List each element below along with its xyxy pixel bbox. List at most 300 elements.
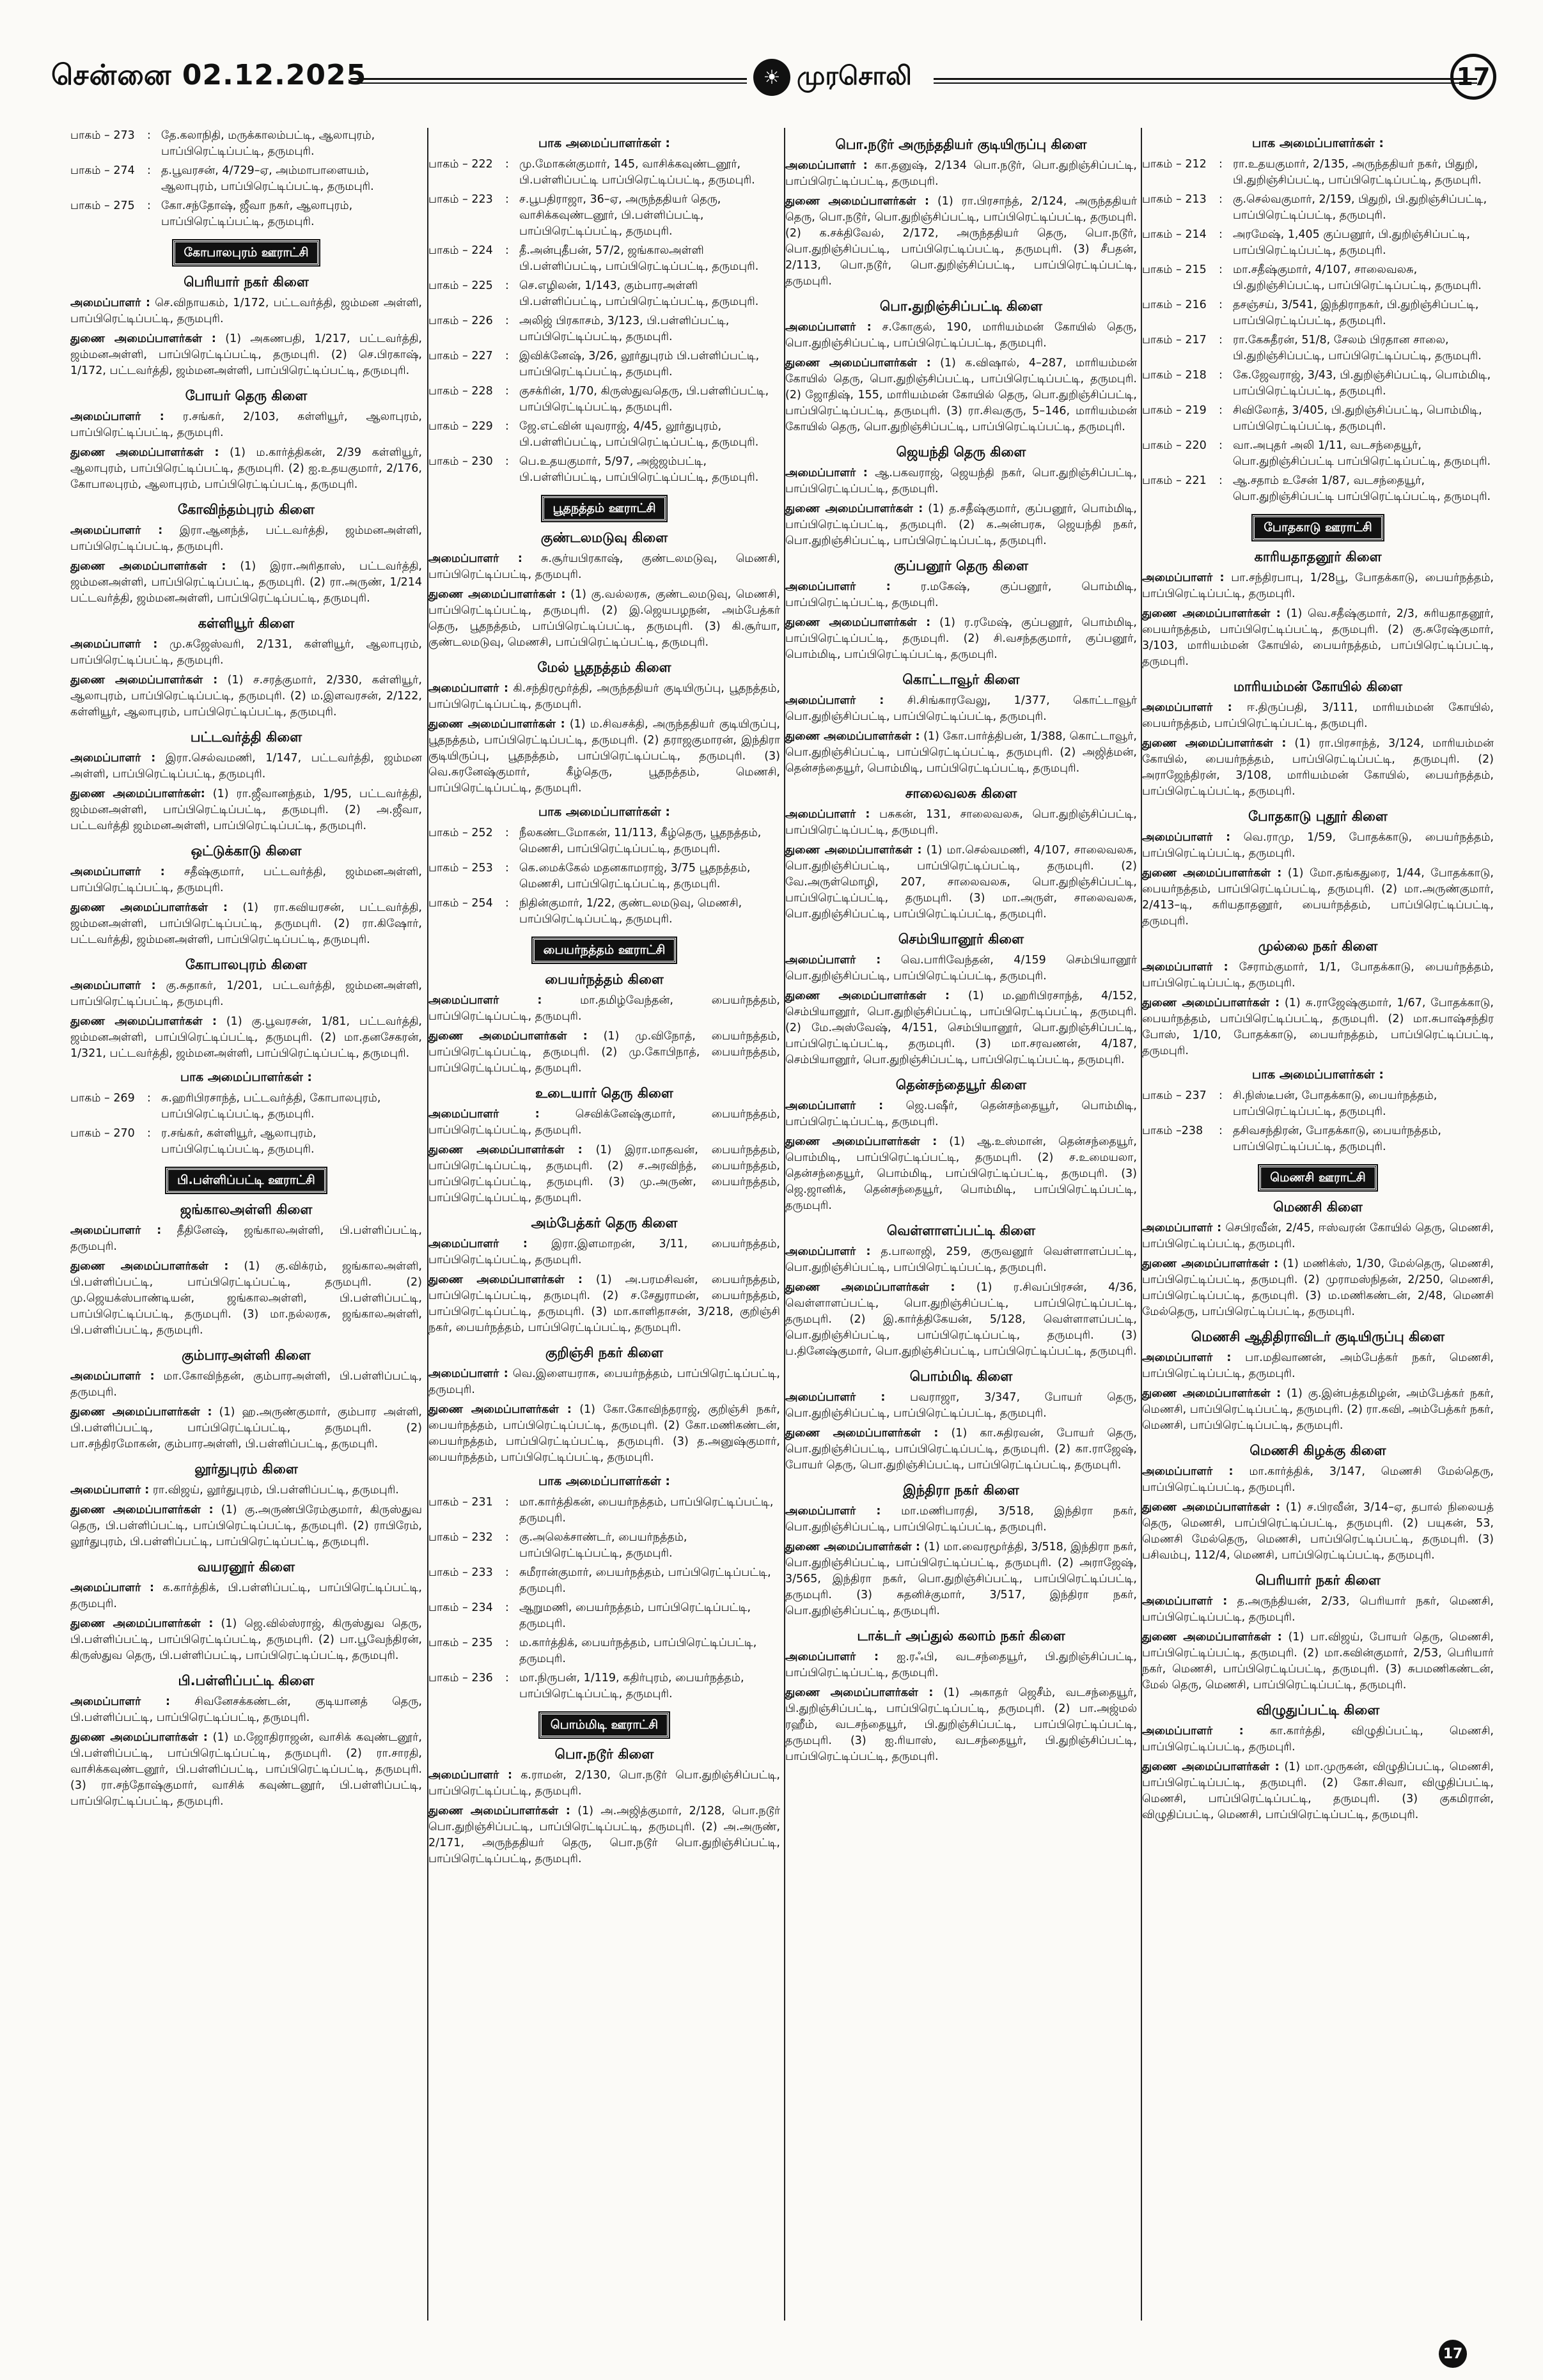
organiser-details: (1) ச.சரத்குமார், 2/330, கள்ளியூர், ஆலாபுரம், பாப்பிரெட்டிப்பட்டி, தருமபுரி. (2) ம.இளவரசன், 2/122, கள்ளியூர், ஆலாபுரம், பாப்பிரெட்டிப்பட்டி, தருமபுரி. xyxy=(70,674,422,719)
booth-number: பாகம் – 227 xyxy=(428,350,493,362)
booth-entry xyxy=(1142,403,1494,435)
organiser-details: பா.சந்திரபாபு, 1/28பூ, போதக்காடு, பையர்நத்தம், பாப்பிரெட்டிப்பட்டி, தருமபுரி. xyxy=(1142,572,1494,600)
organiser-details: (1) மோ.தங்கதுரை, 1/44, போதக்காடு, பையர்நத்தம், பாப்பிரெட்டிப்பட்டி, தருமபுரி. (2) மா.அருண்குமார், 2/413–டி, சுரியதாதனூர், பையர்நத்தம், பாப்பிரெட்டிப்பட்டி, தருமபுரி. xyxy=(1142,867,1494,928)
booth-organiser: சி.நிஸ்டீபன், போதக்காடு, பையர்நத்தம், பாப்பிரெட்டிப்பட்டி, தருமபுரி. xyxy=(1233,1089,1437,1118)
role-label: அமைப்பாளர் : xyxy=(70,638,158,651)
booth-number: பாகம் – 222 xyxy=(428,158,493,171)
booth-entry xyxy=(70,1091,422,1123)
paper-logo xyxy=(753,59,912,96)
booth-number: பாகம் – 231 xyxy=(428,1496,493,1509)
booth-number: பாகம் – 233 xyxy=(428,1566,493,1579)
booth-organiser: கே.ஜேவராஜ், 3/43, பி.துறிஞ்சிப்பட்டி, பொம்மிடி, பாப்பிரெட்டிப்பட்டி, தருமபுரி. xyxy=(1233,369,1491,398)
role-label: அமைப்பாளர் : xyxy=(70,1224,162,1237)
role-label: அமைப்பாளர் : xyxy=(1142,1725,1244,1738)
separator: : xyxy=(1219,263,1223,276)
branch-heading: டாக்டர் அப்துல் கலாம் நகர் கிளை xyxy=(857,1628,1065,1644)
organiser-entry xyxy=(70,1694,422,1726)
organiser-details: த.பாலாஜி, 259, குருவனூர் வெள்ளாளப்பட்டி, பொ.துறிஞ்சிப்பட்டி, பாப்பிரெட்டிப்பட்டி, தருமபுரி. xyxy=(785,1245,1137,1274)
branch-heading: விழுதுப்பட்டி கிளை xyxy=(1256,1702,1380,1718)
organiser-entry xyxy=(70,1502,422,1550)
organiser-details: சேராம்குமார், 1/1, போதக்காடு, பையர்நத்தம், பாப்பிரெட்டிப்பட்டி, தருமபுரி. xyxy=(1142,961,1494,990)
organiser-details: மா.மணிபாரதி, 3/518, இந்திரா நகர், பொ.துறிஞ்சிப்பட்டி, பாப்பிரெட்டிப்பட்டி, தருமபுரி. xyxy=(785,1505,1137,1534)
organiser-details: (1) ம.கார்த்திகன், 2/39 கள்ளியூர், ஆலாபுரம், பாப்பிரெட்டிப்பட்டி, தருமபுரி. (2) ஐ.உதயகுமார், 2/176, கோபாலபுரம், ஆலாபுரம், பாப்பிரெட்டிப்பட்டி, தருமபுரி. xyxy=(70,446,422,491)
booth-entry xyxy=(428,313,780,345)
organiser-entry xyxy=(70,1730,422,1810)
booth-organiser: நீலகண்டமோகன், 11/113, கீழ்தெரு, பூதநத்தம், மெணசி, பாப்பிரெட்டிப்பட்டி, தருமபுரி. xyxy=(519,827,762,855)
booth-number: பாகம் – 226 xyxy=(428,315,493,327)
organiser-entry xyxy=(1142,736,1494,800)
separator: : xyxy=(1219,1124,1223,1137)
separator: : xyxy=(1219,334,1223,346)
organiser-entry xyxy=(1142,1464,1494,1496)
role-label: துணை அமைப்பாளர்கள் : xyxy=(785,1427,939,1440)
booth-organiser: கு.அலெக்சாண்டர், பையர்நத்தம், பாப்பிரெட்டிப்பட்டி, தருமபுரி. xyxy=(519,1531,687,1560)
branch-heading: வெள்ளாளப்பட்டி கிளை xyxy=(886,1223,1036,1238)
separator: : xyxy=(1219,299,1223,311)
organiser-details: (1) வெ.சதீஷ்குமார், 2/3, சுரியதாதனூர், பையர்நத்தம், பாப்பிரெட்டிப்பட்டி, தருமபுரி. (2) கு.சுரேஷ்குமார், 3/103, மாரியம்மன் கோயில், பையர்நத்தம், பாப்பிரெட்டிப்பட்டி, தருமபுரி. xyxy=(1142,607,1494,668)
organiser-details: இரா.இளமாறன், 3/11, பையர்நத்தம், பாப்பிரெட்டிப்பட்டி, தருமபுரி. xyxy=(428,1238,780,1266)
separator: : xyxy=(505,1496,509,1509)
separator: : xyxy=(1219,228,1223,241)
organiser-details: க.கார்த்திக், பி.பள்ளிப்பட்டி, பாப்பிரெட்டிப்பட்டி, தருமபுரி. xyxy=(70,1582,422,1610)
organiser-details: (1) கு.விக்ரம், ஜங்காலஅள்ளி, பி.பள்ளிப்பட்டி, பாப்பிரெட்டிப்பட்டி, தருமபுரி. (2) மு.ஜெயக்ஸ்பாண்டியன், ஜங்காலஅள்ளி, பி.பள்ளிப்பட்டி, பாப்பிரெட்டிப்பட்டி, தருமபுரி. (3) மா.நல்லரசு, ஜங்காலஅள்ளி, பி.பள்ளிப்பட்டி, தருமபுரி. xyxy=(70,1260,422,1337)
organiser-details: ஜெ.பஷீர், தென்சந்தையூர், பொம்மிடி, பாப்பிரெட்டிப்பட்டி, தருமபுரி. xyxy=(785,1100,1137,1128)
role-label: துணை அமைப்பாளர்கள் : xyxy=(428,588,566,601)
booth-organiser: பெ.உதயகுமார், 5/97, அஜ்ஜம்பட்டி, பி.பள்ளிப்பட்டி, பாப்பிரெட்டிப்பட்டி, தருமபுரி. xyxy=(519,455,759,484)
booth-entry xyxy=(428,384,780,416)
booth-organiser: ச.பூபதிராஜா, 36–ஏ, அருந்ததியர் தெரு, வாசிக்கவுண்டனூர், பி.பள்ளிப்பட்டி, பாப்பிரெட்டிப்பட்டி, தருமபுரி. xyxy=(519,193,721,238)
booth-number: பாகம் – 237 xyxy=(1142,1089,1207,1102)
organiser-entry xyxy=(785,1649,1137,1681)
organiser-entry xyxy=(70,900,422,948)
role-label: அமைப்பாளர் : xyxy=(785,694,884,707)
organiser-entry xyxy=(1142,1220,1494,1252)
role-label: துணை அமைப்பாளர்கள் : xyxy=(785,357,931,369)
role-label: துணை அமைப்பாளர்கள் : xyxy=(785,730,920,743)
booth-organisers-heading: பாக அமைப்பாளர்கள் : xyxy=(1251,136,1384,150)
organiser-details: (1) ச.பிரவீன், 3/14–ஏ, தபால் நிலையத் தெரு, மெணசி, பாப்பிரெட்டிப்பட்டி, தருமபுரி. (2) பயுகன், 53, மெணசி மேல்தெரு, மெணசி, பாப்பிரெட்டிப்பட்டி, தருமபுரி. (3) பசிவம்பு, 112/4, மெணசி, பாப்பிரெட்டிப்பட்டி, தருமபுரி. xyxy=(1142,1501,1494,1562)
organiser-details: ச.கோகுல், 190, மாரியம்மன் கோயில் தெரு, பொ.துறிஞ்சிப்பட்டி, பாப்பிரெட்டிப்பட்டி, தருமபுரி. xyxy=(785,321,1137,350)
branch-heading: மெணசி கிழக்கு கிளை xyxy=(1249,1443,1386,1458)
role-label: துணை அமைப்பாளர்கள் : xyxy=(70,901,228,914)
booth-entry xyxy=(70,128,422,160)
role-label: துணை அமைப்பாளர்கள் : xyxy=(785,1686,934,1699)
booth-entry xyxy=(428,860,780,892)
branch-heading: பொ.நடூர் கிளை xyxy=(554,1746,654,1762)
organiser-details: கா.கார்த்தி, விழுதிப்பட்டி, மெணசி, பாப்பிரெட்டிப்பட்டி, தருமபுரி. xyxy=(1142,1725,1494,1754)
organiser-details: (1) கோ.கோவிந்தராஜ், குறிஞ்சி நகர், பையர்நத்தம், பாப்பிரெட்டிப்பட்டி, தருமபுரி. (2) கோ.மணிகண்டன், பையர்நத்தம், பாப்பிரெட்டிப்பட்டி, தருமபுரி. (3) த.அனுஷ்குமார், பையர்நத்தம், பாப்பிரெட்டிப்பட்டி, தருமபுரி. xyxy=(428,1403,780,1464)
booth-organiser: மா.சதீஷ்குமார், 4/107, சாலைவலசு, பி.துறிஞ்சிப்பட்டி, பாப்பிரெட்டிப்பட்டி, தருமபுரி. xyxy=(1233,263,1482,292)
role-label: அமைப்பாளர் : xyxy=(1142,1222,1222,1234)
booth-number: பாகம் – 236 xyxy=(428,1672,493,1684)
booth-number: பாகம் – 273 xyxy=(70,129,135,142)
role-label: துணை அமைப்பாளர்கள் : xyxy=(428,1403,572,1416)
organiser-details: மா.கார்த்திக், 3/147, மெணசி மேல்தெரு, பாப்பிரெட்டிப்பட்டி, தருமபுரி. xyxy=(1142,1465,1494,1494)
organiser-entry xyxy=(428,681,780,713)
role-label: அமைப்பாளர் : xyxy=(70,524,163,537)
booth-entry xyxy=(1142,332,1494,364)
branch-heading: கோவிந்தம்புரம் கிளை xyxy=(178,502,315,517)
organiser-entry xyxy=(1142,1500,1494,1564)
booth-entry xyxy=(428,157,780,189)
role-label: துணை அமைப்பாளர்கள் : xyxy=(1142,1761,1280,1773)
role-label: அமைப்பாளர் : xyxy=(70,866,165,878)
booth-entry xyxy=(428,825,780,857)
organiser-entry xyxy=(1142,606,1494,670)
organiser-entry xyxy=(428,717,780,797)
separator: : xyxy=(505,244,509,257)
organiser-details: (1) ர.ரமேஷ், குப்பனூர், பொம்மிடி, பாப்பிரெட்டிப்பட்டி, தருமபுரி. (2) சி.வசந்தகுமார், குப்பனூர், பொம்மிடி, பாப்பிரெட்டிப்பட்டி, தருமபுரி. xyxy=(785,616,1137,661)
organiser-details: கா.தனுஷ், 2/134 பொ.நடூர், பொ.துறிஞ்சிப்பட்டி, பாப்பிரெட்டிப்பட்டி, தருமபுரி. xyxy=(785,159,1137,188)
organiser-details: (1) மணிக்ஸ், 1/30, மேல்தெரு, மெணசி, பாப்பிரெட்டிப்பட்டி, தருமபுரி. (2) முராமஸ்நிதன், 2/250, மெணசி, பாப்பிரெட்டிப்பட்டி, தருமபுரி. (3) ம.மணிகண்டன், 2/48, மெணசி மேல்தெரு, பாப்பிரெட்டிப்பட்டி, தருமபுரி. xyxy=(1142,1257,1494,1318)
role-label: துணை அமைப்பாளர்கள் : xyxy=(70,1260,229,1273)
booth-organiser: தீ.அன்புதீபன், 57/2, ஜங்காலஅள்ளி பி.பள்ளிப்பட்டி, பாப்பிரெட்டிப்பட்டி, தருமபுரி. xyxy=(519,244,759,273)
role-label: அமைப்பாளர் : xyxy=(785,954,881,967)
booth-entry xyxy=(1142,227,1494,259)
branch-heading: செம்பியானூர் கிளை xyxy=(898,931,1024,947)
organiser-entry xyxy=(428,993,780,1025)
role-label: துணை அமைப்பாளர்கள் : xyxy=(70,674,218,687)
separator: : xyxy=(147,164,151,177)
organiser-details: (1) மா.செல்வமணி, 4/107, சாலைவலசு, பொ.துறிஞ்சிப்பட்டி, பாப்பிரெட்டிப்பட்டி, தருமபுரி. (2) வே.அருள்மொழி, 207, சாலைவலசு, பொ.துறிஞ்சிப்பட்டி, பாப்பிரெட்டிப்பட்டி, தருமபுரி. (3) மா.அருள், சாலைவலசு, பொ.துறிஞ்சிப்பட்டி, பாப்பிரெட்டிப்பட்டி, தருமபுரி. xyxy=(785,844,1137,921)
organiser-entry xyxy=(785,953,1137,984)
role-label: துணை அமைப்பாளர்கள் : xyxy=(1142,737,1287,750)
role-label: துணை அமைப்பாளர்கள் : xyxy=(428,718,565,731)
booth-entry xyxy=(428,278,780,310)
branch-heading: கோபாலபுரம் கிளை xyxy=(185,957,308,972)
branch-heading: மாரியம்மன் கோயில் கிளை xyxy=(1233,679,1403,694)
organiser-entry xyxy=(785,843,1137,922)
role-label: துணை அமைப்பாளர்கள் : xyxy=(70,1617,214,1630)
role-label: அமைப்பாளர் : xyxy=(70,979,156,992)
organiser-entry xyxy=(785,355,1137,435)
organiser-entry xyxy=(428,1366,780,1398)
organiser-details: ஈ.திருப்பதி, 3/111, மாரியம்மன் கோயில், பையர்நத்தம், பாப்பிரெட்டிப்பட்டி, தருமபுரி. xyxy=(1142,701,1494,730)
column-2 xyxy=(428,128,780,2321)
organiser-entry xyxy=(70,295,422,327)
branch-heading: பி.பள்ளிப்பட்டி கிளை xyxy=(178,1673,315,1688)
organiser-entry xyxy=(1142,995,1494,1059)
separator: : xyxy=(505,1672,509,1684)
booth-number: பாகம் – 215 xyxy=(1142,263,1207,276)
role-label: துணை அமைப்பாளர்கள் : xyxy=(785,195,930,208)
organiser-entry xyxy=(785,1134,1137,1214)
branch-heading: போதகாடு புதூர் கிளை xyxy=(1248,809,1388,824)
organiser-details: ஆ.பகவராஜ், ஜெயந்தி நகர், பொ.துறிஞ்சிப்பட்டி, பாப்பிரெட்டிப்பட்டி, தருமபுரி. xyxy=(785,467,1137,495)
branch-heading: தென்சந்தையூர் கிளை xyxy=(895,1077,1027,1093)
booth-number: பாகம் – 216 xyxy=(1142,299,1207,311)
panchayat-heading: பூதநத்தம் ஊராட்சி xyxy=(542,496,667,521)
role-label: அமைப்பாளர் : xyxy=(785,580,891,593)
organiser-entry xyxy=(785,729,1137,777)
organiser-entry xyxy=(428,1236,780,1268)
organiser-details: ர.மகேஷ், குப்பனூர், பொம்மிடி, பாப்பிரெட்டிப்பட்டி, தருமபுரி. xyxy=(785,580,1137,609)
branch-heading: பொம்மிடி கிளை xyxy=(909,1369,1013,1384)
booth-number: பாகம் – 220 xyxy=(1142,439,1207,452)
booth-organiser: தசிவசந்திரன், போதக்காடு, பையர்நத்தம், பாப்பிரெட்டிப்பட்டி, தருமபுரி. xyxy=(1233,1124,1441,1153)
organiser-details: பா.மதிவாணன், அம்பேத்கர் நகர், மெணசி, பாப்பிரெட்டிப்பட்டி, தருமபுரி. xyxy=(1142,1351,1494,1380)
role-label: அமைப்பாளர் : xyxy=(70,1582,155,1594)
booth-number: பாகம் – 219 xyxy=(1142,404,1207,417)
masthead-rule-right xyxy=(934,78,1477,84)
organiser-details: (1) அகணபதி, 1/217, பட்டவர்த்தி, ஜம்மனஅள்ளி, பாப்பிரெட்டிப்பட்டி, தருமபுரி. (2) செ.பிரகாஷ், 1/172, பட்டவர்த்தி, ஜம்மனஅள்ளி, பாப்பிரெட்டிப்பட்டி, தருமபுரி. xyxy=(70,332,422,377)
role-label: துணை அமைப்பாளர்கள் : xyxy=(1142,867,1282,880)
booth-organiser: ஆறுமணி, பையர்நத்தம், பாப்பிரெட்டிப்பட்டி, தருமபுரி. xyxy=(519,1601,751,1630)
branch-heading: குப்பனூர் தெரு கிளை xyxy=(894,558,1028,573)
column-1 xyxy=(70,128,422,2321)
booth-organiser: ர.சங்கர், கள்ளியூர், ஆலாபுரம், பாப்பிரெட்டிப்பட்டி, தருமபுரி. xyxy=(161,1127,317,1156)
organiser-entry xyxy=(428,1142,780,1206)
organiser-entry xyxy=(1142,1386,1494,1434)
organiser-details: கி.சந்திரமூர்த்தி, அருந்ததியர் குடியிருப்பு, பூதநத்தம், பாப்பிரெட்டிப்பட்டி, தருமபுரி. xyxy=(428,682,780,711)
organiser-details: (1) ம.சிவசக்தி, அருந்ததியர் குடியிருப்பு, பூதநத்தம், பாப்பிரெட்டிப்பட்டி, தருமபுரி. (2) தராஜகுமாரன், இந்திரா குடியிருப்பு, பூதநத்தம், பாப்பிரெட்டிப்பட்டி, தருமபுரி. (3) வெ.சுரனேஷ்குமார், கீழ்தெரு, பூதநத்தம், மெணசி, பாப்பிரெட்டிப்பட்டி, தருமபுரி. xyxy=(428,718,780,795)
booth-number: பாகம் –238 xyxy=(1142,1124,1203,1137)
booth-entry xyxy=(1142,438,1494,470)
separator: : xyxy=(505,1531,509,1544)
panchayat-heading: கோபாலபுரம் ஊராட்சி xyxy=(173,240,320,265)
organiser-entry xyxy=(1142,1594,1494,1626)
role-label: துணை அமைப்பாளர்கள் : xyxy=(785,616,931,629)
branch-heading: பட்டவர்த்தி கிளை xyxy=(190,729,302,745)
booth-organisers-heading: பாக அமைப்பாளர்கள் : xyxy=(180,1070,312,1084)
booth-entry xyxy=(70,1126,422,1158)
booth-organiser: நிதின்குமார், 1/22, குண்டலமடுவு, மெணசி, பாப்பிரெட்டிப்பட்டி, தருமபுரி. xyxy=(519,897,742,926)
booth-number: பாகம் – 221 xyxy=(1142,474,1207,487)
separator: : xyxy=(1219,474,1223,487)
organiser-entry xyxy=(785,1390,1137,1422)
role-label: அமைப்பாளர் : xyxy=(1142,831,1231,844)
booth-entry xyxy=(1142,368,1494,400)
organiser-details: மா.கோவிந்தன், கும்பாரஅள்ளி, பி.பள்ளிப்பட்டி, தருமபுரி. xyxy=(70,1370,422,1399)
organiser-entry xyxy=(785,1539,1137,1619)
booth-number: பாகம் – 235 xyxy=(428,1637,493,1649)
organiser-details: ர.சங்கர், 2/103, கள்ளியூர், ஆலாபுரம், பாப்பிரெட்டிப்பட்டி, தருமபுரி. xyxy=(70,410,422,439)
separator: : xyxy=(147,199,151,212)
column-4 xyxy=(1142,128,1494,2321)
organiser-entry xyxy=(1142,830,1494,862)
organiser-details: தீதினேஷ், ஜங்காலஅள்ளி, பி.பள்ளிப்பட்டி, தருமபுரி. xyxy=(70,1224,422,1253)
booth-organiser: மா.நிருபன், 1/119, கதிர்புரம், பையர்நத்தம், பாப்பிரெட்டிப்பட்டி, தருமபுரி. xyxy=(519,1672,744,1700)
organiser-entry xyxy=(70,673,422,720)
branch-heading: மெணசி ஆதிதிராவிடர் குடியிருப்பு கிளை xyxy=(1191,1329,1445,1344)
organiser-entry xyxy=(785,194,1137,290)
organiser-entry xyxy=(70,331,422,379)
role-label: துணை அமைப்பாளர்கள் : xyxy=(1142,1257,1279,1270)
organiser-details: (1) பா.விஜய், போயர் தெரு, மெணசி, பாப்பிரெட்டிப்பட்டி, தருமபுரி. (2) மா.கவின்குமார், 2/53, பெரியார் நகர், மெணசி, பாப்பிரெட்டிப்பட்டி, தருமபுரி. (3) சுபமணிகண்டன், மேல் தெரு, மெணசி, பாப்பிரெட்டிப்பட்டி, தருமபுரி. xyxy=(1142,1631,1494,1692)
branch-heading: அம்பேத்கர் தெரு கிளை xyxy=(531,1215,678,1231)
organiser-details: கு.சுதாகர், 1/201, பட்டவர்த்தி, ஜம்மனஅள்ளி, பாப்பிரெட்டிப்பட்டி, தருமபுரி. xyxy=(70,979,422,1008)
role-label: அமைப்பாளர் : xyxy=(70,1695,170,1708)
organiser-entry xyxy=(785,988,1137,1068)
organiser-details: (1) அ.அஜித்குமார், 2/128, பொ.நடூர் பொ.துறிஞ்சிப்பட்டி, பாப்பிரெட்டிப்பட்டி, தருமபுரி. (2) அ.அருண், 2/171, அருந்ததியர் தெரு, பொ.நடூர் பொ.துறிஞ்சிப்பட்டி, பாப்பிரெட்டிப்பட்டி, தருமபுரி. xyxy=(428,1805,780,1865)
role-label: துணை அமைப்பாளர்கள் : xyxy=(70,446,219,459)
paper-name: முரசொலி xyxy=(797,61,912,91)
organiser-details: (1) கு.அருண்பிரேம்குமார், கிருஸ்துவ தெரு, பி.பள்ளிப்பட்டி, பாப்பிரெட்டிப்பட்டி, தருமபுரி. (2) ராபிரேம், லூர்துபுரம், பி.பள்ளிப்பட்டி, பாப்பிரெட்டிப்பட்டி, தருமபுரி. xyxy=(70,1504,422,1548)
masthead xyxy=(51,56,1496,105)
branch-heading: பெரியார் நகர் கிளை xyxy=(1255,1573,1381,1588)
role-label: அமைப்பாளர் : xyxy=(785,321,872,334)
organiser-details: (1) கு.இன்பத்தமிழன், அம்பேத்கர் நகர், மெணசி, பாப்பிரெட்டிப்பட்டி, தருமபுரி. (2) ரா.கவி, அம்பேத்கர் நகர், மெணசி, பாப்பிரெட்டிப்பட்டி, தருமபுரி. xyxy=(1142,1387,1494,1432)
organiser-entry xyxy=(785,465,1137,497)
organiser-entry xyxy=(70,1369,422,1401)
role-label: அமைப்பாளர் : xyxy=(428,552,522,565)
booth-organiser: ஆ.சதாம் உசேன் 1/87, வடசந்தையூர், பொ.துறிஞ்சிப்பட்டி பாப்பிரெட்டிப்பட்டி, தருமபுரி. xyxy=(1233,474,1491,503)
role-label: துணை அமைப்பாளர்கள் : xyxy=(428,1805,570,1817)
separator: : xyxy=(1219,369,1223,382)
role-label: அமைப்பாளர் : xyxy=(785,1100,884,1112)
role-label: அமைப்பாளர் : xyxy=(70,752,156,765)
role-label: அமைப்பாளர் : xyxy=(785,467,868,479)
organiser-details: (1) இரா.அரிதாஸ், பட்டவர்த்தி, ஜம்மனஅள்ளி, பாப்பிரெட்டிப்பட்டி, தருமபுரி. (2) ரா.அருண், 1/214 பட்டவர்த்தி, ஜம்மனஅள்ளி, பாப்பிரெட்டிப்பட்டி, தருமபுரி. xyxy=(70,560,422,605)
organiser-details: (1) மா.முருகன், விழுதிப்பட்டி, மெணசி, பாப்பிரெட்டிப்பட்டி, தருமபுரி. (2) கோ.சிவா, விழுதிப்பட்டி, மெணசி, பாப்பிரெட்டிப்பட்டி, தருமபுரி. (3) குகமிரான், விழுதிப்பட்டி, மெணசி, பாப்பிரெட்டிப்பட்டி, தருமபுரி. xyxy=(1142,1761,1494,1821)
organiser-details: (1) கா.சுதிரவன், போயர் தெரு, பொ.துறிஞ்சிப்பட்டி, பாப்பிரெட்டிப்பட்டி, தருமபுரி. (2) கா.ராஜேஷ், போயர் தெரு, பொ.துறிஞ்சிப்பட்டி, பாப்பிரெட்டிப்பட்டி, தருமபுரி. xyxy=(785,1427,1137,1472)
role-label: துணை அமைப்பாளர்கள் : xyxy=(785,844,922,857)
booth-organiser: ரா.உதயகுமார், 2/135, அருந்ததியர் நகர், பிதுறி, பி.துறிஞ்சிப்பட்டி, பாப்பிரெட்டிப்பட்டி, தருமபுரி. xyxy=(1233,158,1482,187)
booth-organiser: கெ.மைக்கேல் மதனகாமராஜ், 3/75 பூதநத்தம், மெணசி, பாப்பிரெட்டிப்பட்டி, தருமபுரி. xyxy=(519,862,751,891)
organiser-details: செபிரவீன், 2/45, ஈஸ்வரன் கோயில் தெரு, மெணசி, பாப்பிரெட்டிப்பட்டி, தருமபுரி. xyxy=(1142,1222,1494,1250)
organiser-entry xyxy=(70,1580,422,1612)
role-label: அமைப்பாளர் : xyxy=(785,1505,881,1518)
role-label: அமைப்பாளர் : xyxy=(1142,1465,1234,1478)
organiser-details: செ.விநாயகம், 1/172, பட்டவர்த்தி, ஜம்மன அள்ளி, பாப்பிரெட்டிப்பட்டி, தருமபுரி. xyxy=(70,297,422,325)
booth-organiser: அரமேஷ், 1,405 குப்பனூர், பி.துறிஞ்சிப்பட்டி, பாப்பிரெட்டிப்பட்டி, தருமபுரி. xyxy=(1233,228,1470,257)
role-label: துணை அமைப்பாளர்கள் : xyxy=(785,502,923,515)
booth-organisers-heading: பாக அமைப்பாளர்கள் : xyxy=(538,136,670,150)
separator: : xyxy=(1219,404,1223,417)
role-label: துணை அமைப்பாளர்கள் : xyxy=(428,1273,583,1286)
booth-number: பாகம் – 253 xyxy=(428,862,493,875)
role-label: அமைப்பாளர் : xyxy=(428,1238,528,1250)
role-label: துணை அமைப்பாளர்கள் : xyxy=(70,560,226,573)
organiser-entry xyxy=(785,320,1137,352)
organiser-details: பசுகன், 131, சாலைவலசு, பொ.துறிஞ்சிப்பட்டி, பாப்பிரெட்டிப்பட்டி, தருமபுரி. xyxy=(785,808,1137,837)
page-number-badge: 17 xyxy=(1450,54,1496,100)
separator: : xyxy=(505,385,509,398)
role-label: அமைப்பாளர் : xyxy=(785,808,870,821)
booth-number: பாகம் – 225 xyxy=(428,279,493,292)
organiser-entry xyxy=(70,864,422,896)
separator: : xyxy=(505,315,509,327)
footer-page-number: 17 xyxy=(1439,2340,1467,2368)
organiser-details: செவிக்னேஷ்குமார், பையர்நத்தம், பாப்பிரெட்டிப்பட்டி, தருமபுரி. xyxy=(428,1108,780,1137)
organiser-entry xyxy=(70,1223,422,1255)
role-label: துணை அமைப்பாளர்கள் : xyxy=(1142,1387,1281,1400)
booth-entry xyxy=(428,896,780,928)
booth-entry xyxy=(428,192,780,240)
organiser-entry xyxy=(428,1107,780,1139)
organiser-details: (1) கோ.பார்த்திபன், 1/388, கொட்டாவூர், பொ.துறிஞ்சிப்பட்டி, பாப்பிரெட்டிப்பட்டி, தருமபுரி. (2) அஜித்மன், தென்சந்தையூர், பொம்மிடி, பாப்பிரெட்டிப்பட்டி, தருமபுரி. xyxy=(785,730,1137,775)
organiser-entry xyxy=(785,1280,1137,1360)
separator: : xyxy=(147,1092,151,1105)
panchayat-heading: பொம்மிடி ஊராட்சி xyxy=(540,1713,669,1738)
organiser-details: ரா.விஜய், லூர்துபுரம், பி.பள்ளிப்பட்டி, தருமபுரி. xyxy=(152,1484,399,1497)
organiser-details: (1) ம.ஜோதிராஜன், வாசிக் கவுண்டனூர், பி.பள்ளிப்பட்டி, பாப்பிரெட்டிப்பட்டி, தருமபுரி. (2) ரா.சாரதி, வாசிக்கவுண்டனூர், பி.பள்ளிப்பட்டி, பாப்பிரெட்டிப்பட்டி, தருமபுரி. (3) ரா.சந்தோஷ்குமார், வாசிக் கவுண்டனூர், பி.பள்ளிப்பட்டி, பாப்பிரெட்டிப்பட்டி, தருமபுரி. xyxy=(70,1731,422,1808)
organiser-entry xyxy=(70,1404,422,1452)
booth-entry xyxy=(1142,157,1494,189)
separator: : xyxy=(1219,1089,1223,1102)
organiser-entry xyxy=(428,551,780,583)
organiser-details: (1) ர.சிவப்பிரசன், 4/36, வெள்ளாளப்பட்டி, பொ.துறிஞ்சிப்பட்டி, பாப்பிரெட்டிப்பட்டி, தருமபுரி. (2) இ.கார்த்திகேயன், 5/128, வெள்ளாளப்பட்டி, பொ.துறிஞ்சிப்பட்டி, பாப்பிரெட்டிப்பட்டி, தருமபுரி. (3) ப.தினேஷ்குமார், பொ.துறிஞ்சிப்பட்டி, பாப்பிரெட்டிப்பட்டி, தருமபுரி. xyxy=(785,1281,1137,1358)
organiser-details: பவராஜா, 3/347, போயர் தெரு, பொ.துறிஞ்சிப்பட்டி, பாப்பிரெட்டிப்பட்டி, தருமபுரி. xyxy=(785,1391,1137,1420)
organiser-entry xyxy=(785,693,1137,725)
booth-number: பாகம் – 230 xyxy=(428,455,493,468)
organiser-entry xyxy=(70,1482,422,1498)
organiser-entry xyxy=(785,501,1137,549)
booth-number: பாகம் – 214 xyxy=(1142,228,1207,241)
booth-number: பாகம் – 275 xyxy=(70,199,135,212)
role-label: துணை அமைப்பாளர்கள் : xyxy=(785,1135,937,1148)
branch-heading: போயர் தெரு கிளை xyxy=(185,388,308,403)
role-label: துணை அமைப்பாளர்கள் : xyxy=(70,1504,214,1516)
organiser-entry xyxy=(1142,1723,1494,1755)
booth-number: பாகம் – 229 xyxy=(428,420,493,433)
role-label: அமைப்பாளர் : xyxy=(785,1245,871,1258)
booth-entry xyxy=(428,1635,780,1667)
booth-organiser: தசஞ்சய், 3/541, இந்திராநகர், பி.துறிஞ்சிப்பட்டி, பாப்பிரெட்டிப்பட்டி, தருமபுரி. xyxy=(1233,299,1479,327)
role-label: துணை அமைப்பாளர்கள் : xyxy=(70,1406,212,1419)
booth-entry xyxy=(70,163,422,195)
role-label: துணை அமைப்பாளர்கள் : xyxy=(785,1541,920,1553)
organiser-entry xyxy=(1142,1256,1494,1320)
organiser-details: த.அருந்தியன், 2/33, பெரியார் நகர், மெணசி, பாப்பிரெட்டிப்பட்டி, தருமபுரி. xyxy=(1142,1595,1494,1624)
separator: : xyxy=(1219,158,1223,171)
organiser-entry xyxy=(70,751,422,782)
booth-number: பாகம் – 269 xyxy=(70,1092,135,1105)
branch-heading: மேல் பூதநத்தம் கிளை xyxy=(537,660,671,675)
booth-entry xyxy=(1142,473,1494,505)
panchayat-heading: பையர்நத்தம் ஊராட்சி xyxy=(533,938,677,963)
branch-heading: ஜங்காலஅள்ளி கிளை xyxy=(180,1202,313,1217)
branch-heading: ஒட்டுக்காடு கிளை xyxy=(191,843,302,859)
organiser-entry xyxy=(70,1616,422,1664)
branch-heading: மெணசி கிளை xyxy=(1273,1199,1363,1215)
organiser-details: மு.சுஜேஸ்வரி, 2/131, கள்ளியூர், ஆலாபுரம், பாப்பிரெட்டிப்பட்டி, தருமபுரி. xyxy=(70,638,422,667)
organiser-details: (1) ஹ.அருண்குமார், கும்பார அள்ளி, பி.பள்ளிப்பட்டி, பாப்பிரெட்டிப்பட்டி, தருமபுரி. (2) பா.சந்திரமோகன், கும்பாரஅள்ளி, பி.பள்ளிப்பட்டி, தருமபுரி. xyxy=(70,1406,422,1451)
role-label: அமைப்பாளர் : xyxy=(428,1367,508,1380)
organiser-entry xyxy=(1142,570,1494,602)
booth-number: பாகம் – 218 xyxy=(1142,369,1207,382)
organiser-details: (1) க.விஷால், 4–287, மாரியம்மன் கோயில் தெரு, பொ.துறிஞ்சிப்பட்டி, பாப்பிரெட்டிப்பட்டி, தருமபுரி. (2) ஜோதிஷ், 155, மாரியம்மன் கோயில் தெரு, பொ.துறிஞ்சிப்பட்டி, பாப்பிரெட்டிப்பட்டி, தருமபுரி. (3) ரா.சிவகுரு, 5–146, மாரியம்மன் கோயில் தெரு, பொ.துறிஞ்சிப்பட்டி, பாப்பிரெட்டிப்பட்டி, தருமபுரி. xyxy=(785,357,1137,433)
booth-entry xyxy=(428,1600,780,1632)
separator: : xyxy=(147,129,151,142)
booth-organisers-heading: பாக அமைப்பாளர்கள் : xyxy=(538,1474,670,1488)
role-label: அமைப்பாளர் : xyxy=(70,297,150,309)
separator: : xyxy=(505,420,509,433)
role-label: துணை அமைப்பாளர்கள் : xyxy=(70,1731,208,1744)
separator: : xyxy=(505,1601,509,1614)
booth-organiser: த.பூவரசன், 4/729–ஏ, அம்மாபாளையம், ஆலாபுரம், பாப்பிரெட்டிப்பட்டி, தருமபுரி. xyxy=(161,164,374,193)
booth-organiser: ஜே.எட்வின் யுவராஜ், 4/45, லூர்துபுரம், பி.பள்ளிப்பட்டி, பாப்பிரெட்டிப்பட்டி, தருமபுரி. xyxy=(519,420,759,449)
booth-entry xyxy=(428,1495,780,1527)
organiser-entry xyxy=(785,579,1137,611)
organiser-details: (1) ரா.கவியரசன், பட்டவர்த்தி, ஜம்மனஅள்ளி, பாப்பிரெட்டிப்பட்டி, தருமபுரி. (2) ரா.கிஷோர், பட்டவர்த்தி, ஜம்மனஅள்ளி, பாப்பிரெட்டிப்பட்டி, தருமபுரி. xyxy=(70,901,422,946)
edition-date: சென்னை 02.12.2025 xyxy=(51,59,367,91)
role-label: துணை அமைப்பாளர்கள் : xyxy=(70,1015,217,1028)
branch-heading: சாலைவலசு கிளை xyxy=(905,786,1017,801)
organiser-entry xyxy=(1142,866,1494,929)
role-label: அமைப்பாளர் : xyxy=(1142,961,1228,974)
booth-organiser: ரா.கேசுதீரன், 51/8, சேலம் பிரதான சாலை, பி.துறிஞ்சிப்பட்டி, பாப்பிரெட்டிப்பட்டி, தருமபுரி. xyxy=(1233,334,1482,362)
booth-entry xyxy=(428,454,780,486)
booth-number: பாகம் – 217 xyxy=(1142,334,1207,346)
organiser-entry xyxy=(785,1426,1137,1474)
organiser-entry xyxy=(70,786,422,834)
organiser-entry xyxy=(428,1768,780,1800)
role-label: துணை அமைப்பாளர்கள் : xyxy=(1142,997,1280,1009)
booth-organiser: மா.கார்த்திகன், பையர்நத்தம், பாப்பிரெட்டிப்பட்டி, தருமபுரி. xyxy=(519,1496,774,1525)
booth-entry xyxy=(1142,1088,1494,1120)
organiser-entry xyxy=(428,1029,780,1077)
